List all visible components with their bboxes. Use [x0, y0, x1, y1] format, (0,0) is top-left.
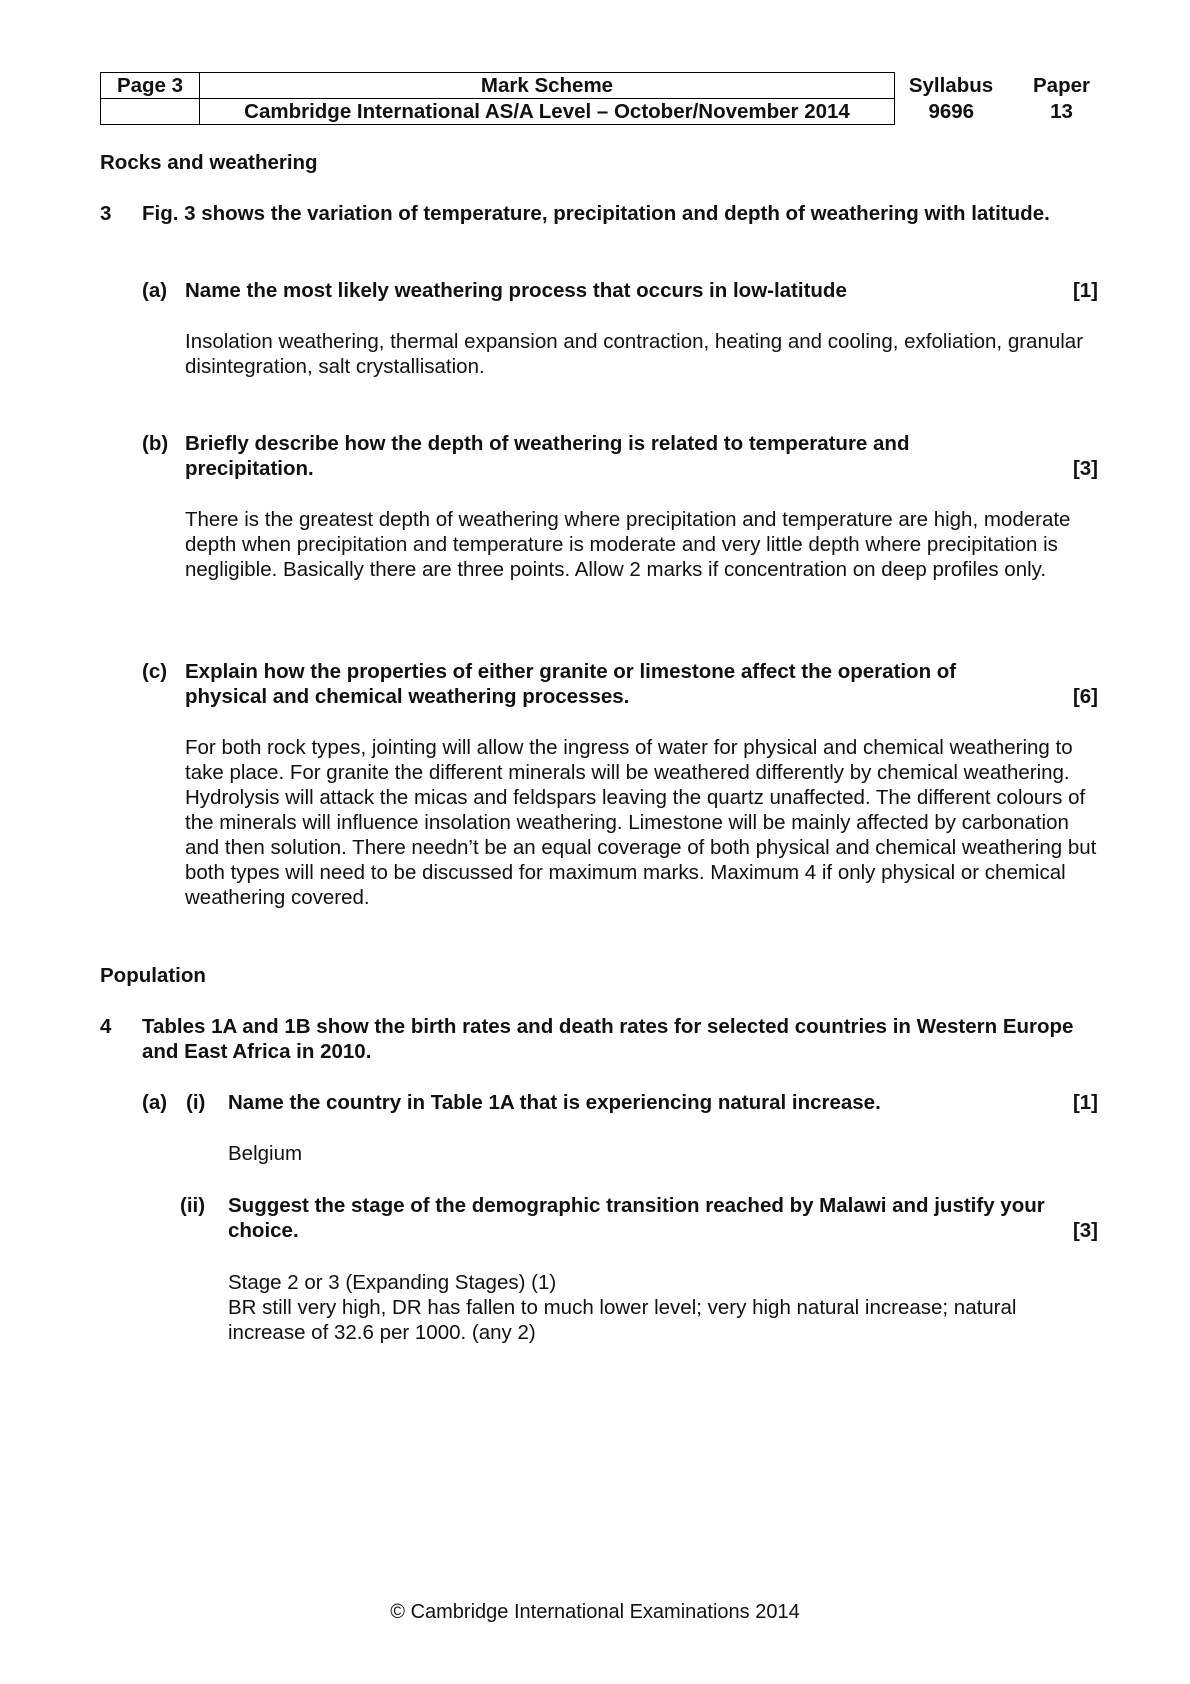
part-label-3b: (b): [142, 432, 169, 455]
section-heading-rocks: Rocks and weathering: [100, 151, 318, 174]
part-label-3a: (a): [142, 279, 168, 302]
subpart-label-4aii: (ii): [180, 1194, 206, 1217]
answer-4aii-line2: BR still very high, DR has fallen to much lower level; very high natural increase; natural increase of 32.6 per 1000. (any 2): [228, 1296, 1017, 1344]
subpart-4ai-text: Name the country in Table 1A that is experiencing natural increase.: [228, 1091, 881, 1114]
marks-4aii: [3]: [1072, 1219, 1098, 1242]
question-number-3: 3: [100, 202, 112, 225]
header-subtitle: Cambridge International AS/A Level – October/November 2014: [200, 99, 895, 125]
part-label-3c: (c): [142, 660, 168, 683]
empty-cell: [101, 99, 200, 125]
answer-3b: There is the greatest depth of weathering where precipitation and temperature are high, moderate depth when precipitation and temperature is moderate and very little depth where precipitation is negligible. Basically there are three points. Allow 2 marks if concentration on deep profiles only.: [185, 508, 1071, 581]
part-3a-text: Name the most likely weathering process that occurs in low-latitude: [185, 279, 847, 302]
syllabus-label: Syllabus: [908, 74, 994, 97]
marks-4ai: [1]: [1072, 1091, 1098, 1114]
subpart-4aii-text: Suggest the stage of the demographic transition reached by Malawi and justify your choice.: [228, 1194, 1045, 1242]
answer-3c: For both rock types, jointing will allow the ingress of water for physical and chemical weathering to take place. For granite the different minerals will be weathered differently by chemical weathering. Hydrolysis will attack the micas and feldspars leaving the quartz unaffected. The different colours of the minerals will influence insolation weathering. Limestone will be mainly affected by carbonation and then solution. There needn’t be an equal coverage of both physical and chemical weathering but both types will need to be discussed for maximum marks. Maximum 4 if only physical or chemical weathering covered.: [185, 736, 1097, 909]
section-heading-population: Population: [100, 964, 206, 987]
answer-4ai: Belgium: [228, 1142, 303, 1165]
part-3c-text: Explain how the properties of either granite or limestone affect the operation of physical and chemical weathering processes.: [185, 660, 957, 708]
part-label-4a: (a): [142, 1091, 168, 1114]
footer-copyright: © Cambridge International Examinations 2014: [390, 1601, 800, 1623]
marks-3b: [3]: [1072, 457, 1098, 480]
syllabus-value: 9696: [928, 100, 975, 123]
header-title: Mark Scheme: [200, 73, 895, 99]
answer-4aii-line1: Stage 2 or 3 (Expanding Stages) (1): [228, 1271, 557, 1294]
answer-3a: Insolation weathering, thermal expansion and contraction, heating and cooling, exfoliation, granular disintegration, salt crystallisation.: [185, 330, 1084, 378]
part-3b-text: Briefly describe how the depth of weathering is related to temperature and precipitation.: [185, 432, 910, 480]
question-3-text: Fig. 3 shows the variation of temperature, precipitation and depth of weathering with latitude.: [142, 202, 1050, 225]
question-number-4: 4: [100, 1015, 112, 1038]
question-4-text: Tables 1A and 1B show the birth rates and death rates for selected countries in Western Europe and East Africa in 2010.: [142, 1015, 1074, 1063]
marks-3a: [1]: [1072, 279, 1098, 302]
paper-label: Paper: [1033, 74, 1090, 97]
header-table: [100, 72, 1116, 125]
marks-3c: [6]: [1072, 685, 1098, 708]
paper-value: 13: [1050, 100, 1073, 123]
page-number: Page 3: [101, 73, 200, 99]
subpart-label-4ai: (i): [186, 1091, 206, 1114]
